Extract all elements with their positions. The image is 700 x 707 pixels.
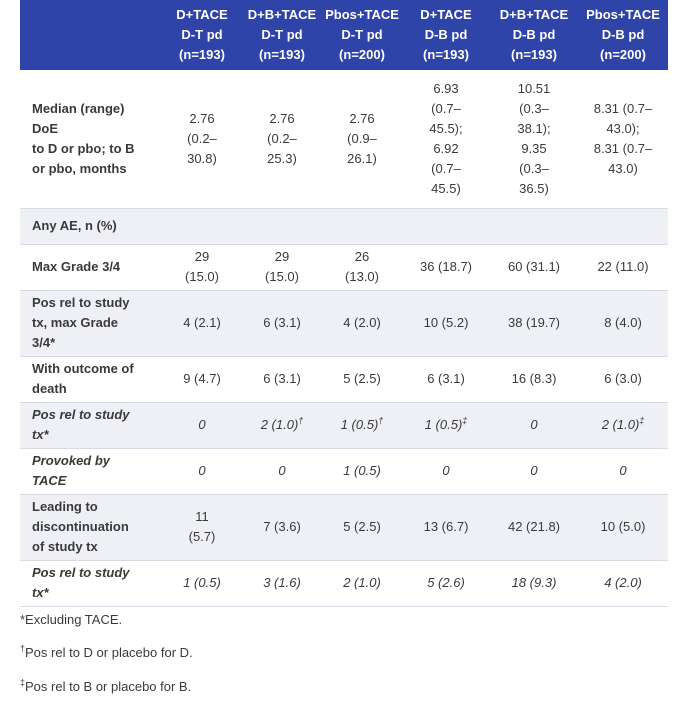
table-cell: 6 (3.0) <box>578 356 668 402</box>
row-label: With outcome of death <box>20 356 162 402</box>
row-label: Provoked by TACE <box>20 448 162 494</box>
table-cell: 1 (0.5)‡ <box>402 402 490 448</box>
table-row <box>20 448 668 494</box>
table-cell: 0 <box>490 402 578 448</box>
table-cell: 38 (19.7) <box>490 290 578 356</box>
col-header: D+TACE D-B pd (n=193) <box>402 0 490 70</box>
row-label: Pos rel to study tx* <box>20 560 162 606</box>
table-cell <box>242 208 322 244</box>
table-cell: 11 (5.7) <box>162 494 242 560</box>
table-cell: 0 <box>242 448 322 494</box>
table-cell: 10 (5.2) <box>402 290 490 356</box>
footnote-marker: ‡ <box>462 415 468 426</box>
table-row <box>20 402 668 448</box>
table-cell: 2.76 (0.2– 30.8) <box>162 70 242 208</box>
table-cell <box>402 208 490 244</box>
table-cell <box>162 208 242 244</box>
table-cell: 8 (4.0) <box>578 290 668 356</box>
table-cell: 29 (15.0) <box>162 244 242 290</box>
table-cell: 16 (8.3) <box>490 356 578 402</box>
header-row <box>20 0 668 70</box>
col-header: D+B+TACE D-B pd (n=193) <box>490 0 578 70</box>
table-cell: 5 (2.5) <box>322 356 402 402</box>
table-cell: 1 (0.5) <box>322 448 402 494</box>
table-cell: 60 (31.1) <box>490 244 578 290</box>
table-cell <box>322 208 402 244</box>
table-row <box>20 560 668 606</box>
footnote-marker: † <box>298 415 304 426</box>
row-label: Max Grade 3/4 <box>20 244 162 290</box>
footnote-excluding-tace: *Excluding TACE. <box>20 612 123 627</box>
table-cell: 9 (4.7) <box>162 356 242 402</box>
col-header: D+TACE D-T pd (n=193) <box>162 0 242 70</box>
table-cell: 1 (0.5)† <box>322 402 402 448</box>
table-cell: 7 (3.6) <box>242 494 322 560</box>
table-cell: 0 <box>162 448 242 494</box>
table-cell: 2 (1.0)‡ <box>578 402 668 448</box>
footnote-marker: ‡ <box>639 415 645 426</box>
table-cell: 1 (0.5) <box>162 560 242 606</box>
table-cell: 0 <box>162 402 242 448</box>
adverse-events-table <box>20 0 668 607</box>
table-cell: 2 (1.0) <box>322 560 402 606</box>
table-row <box>20 290 668 356</box>
row-label: Pos rel to study tx* <box>20 402 162 448</box>
table-cell: 18 (9.3) <box>490 560 578 606</box>
table-cell: 10.51 (0.3– 38.1); 9.35 (0.3– 36.5) <box>490 70 578 208</box>
table-cell: 0 <box>490 448 578 494</box>
table-cell: 5 (2.5) <box>322 494 402 560</box>
row-label: Median (range) DoE to D or pbo; to B or pbo, months <box>20 70 162 208</box>
table-cell: 6 (3.1) <box>402 356 490 402</box>
table-cell: 42 (21.8) <box>490 494 578 560</box>
table-cell: 36 (18.7) <box>402 244 490 290</box>
table-cell: 0 <box>578 448 668 494</box>
table-cell <box>578 208 668 244</box>
row-label: Any AE, n (%) <box>20 208 162 244</box>
col-header: Pbos+TACE D-T pd (n=200) <box>322 0 402 70</box>
table-cell: 4 (2.1) <box>162 290 242 356</box>
table-cell: 5 (2.6) <box>402 560 490 606</box>
table-cell: 6 (3.1) <box>242 290 322 356</box>
col-header: D+B+TACE D-T pd (n=193) <box>242 0 322 70</box>
table-cell: 13 (6.7) <box>402 494 490 560</box>
table-row <box>20 494 668 560</box>
table-cell: 10 (5.0) <box>578 494 668 560</box>
table-cell: 2 (1.0)† <box>242 402 322 448</box>
table-cell: 4 (2.0) <box>578 560 668 606</box>
footnote-double-dagger: ‡Pos rel to B or placebo for B. <box>20 677 192 694</box>
table-cell: 6.93 (0.7– 45.5); 6.92 (0.7– 45.5) <box>402 70 490 208</box>
table-cell: 8.31 (0.7– 43.0); 8.31 (0.7– 43.0) <box>578 70 668 208</box>
header-empty <box>20 0 162 70</box>
table-cell <box>490 208 578 244</box>
table-cell: 29 (15.0) <box>242 244 322 290</box>
table-row <box>20 208 668 244</box>
table-cell: 3 (1.6) <box>242 560 322 606</box>
table-cell: 4 (2.0) <box>322 290 402 356</box>
table-cell: 6 (3.1) <box>242 356 322 402</box>
table-cell: 22 (11.0) <box>578 244 668 290</box>
row-label: Leading to discontinuation of study tx <box>20 494 162 560</box>
table-cell: 26 (13.0) <box>322 244 402 290</box>
col-header: Pbos+TACE D-B pd (n=200) <box>578 0 668 70</box>
table-row <box>20 356 668 402</box>
table-row <box>20 70 668 208</box>
footnote-dagger: †Pos rel to D or placebo for D. <box>20 643 193 660</box>
table-cell: 2.76 (0.9– 26.1) <box>322 70 402 208</box>
row-label: Pos rel to study tx, max Grade 3/4* <box>20 290 162 356</box>
table-row <box>20 244 668 290</box>
table-cell: 0 <box>402 448 490 494</box>
table-cell: 2.76 (0.2– 25.3) <box>242 70 322 208</box>
footnote-marker: † <box>378 415 384 426</box>
